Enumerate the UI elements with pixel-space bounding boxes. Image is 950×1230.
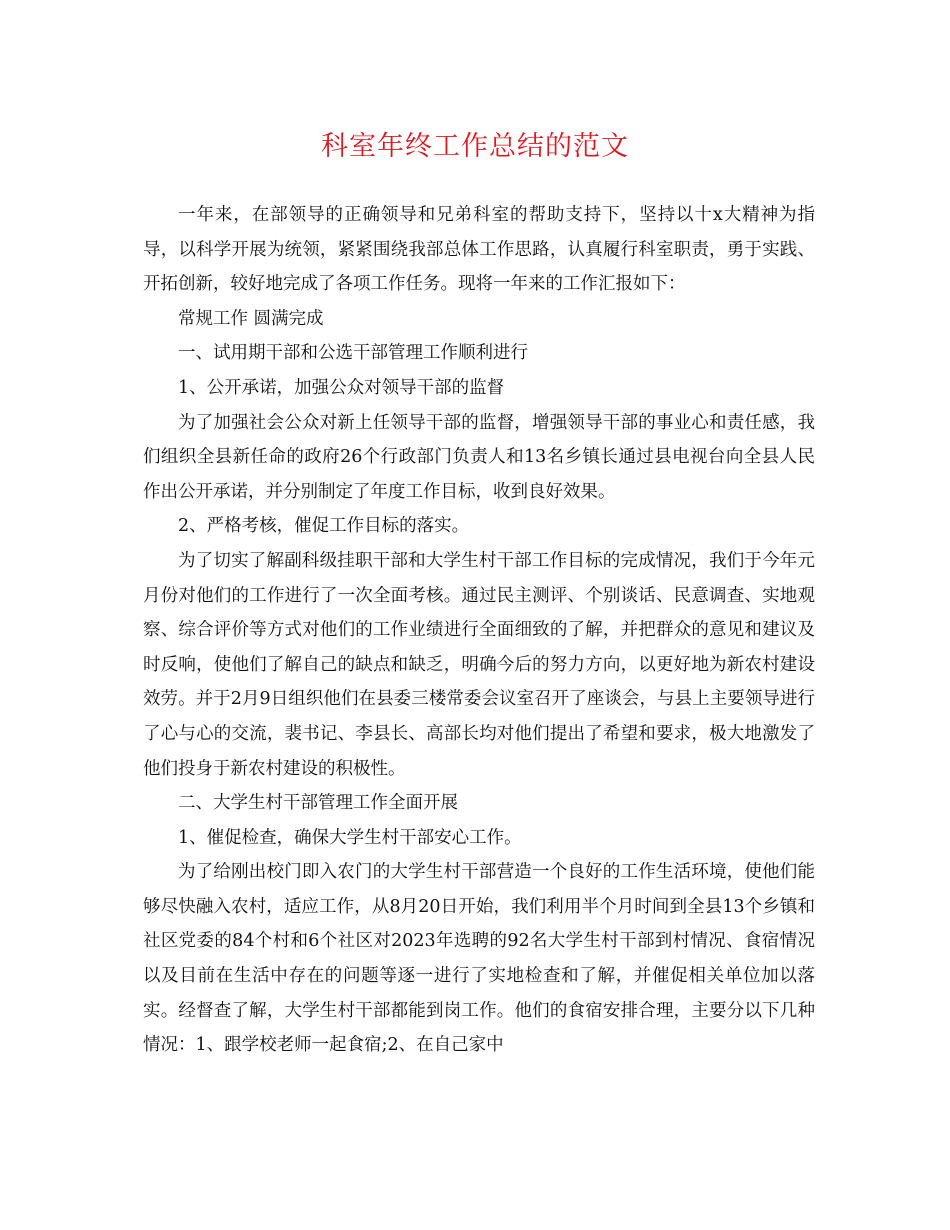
paragraph-2-1: 为了给刚出校门即入农门的大学生村干部营造一个良好的工作生活环境，使他们能够尽快融入农村，适应工作，从8月20日开始，我们利用半个月时间到全县13个乡镇和社区党委的84个村和6个社区对2023年选聘的92名大学生村干部到村情况、食宿情况以及目前在生活中存在的问题等逐一进行了实地检查和了解，并催促相关单位加以落实。经督查了解，大学生村干部都能到岗工作。他们的食宿安排合理，主要分以下几种情况：1、跟学校老师一起食宿;2、在自己家中 xyxy=(143,862,815,1056)
heading-routine-work: 常规工作 圆满完成 xyxy=(178,308,324,329)
heading-section-2: 二、大学生村干部管理工作全面开展 xyxy=(178,793,458,814)
paragraph-intro: 一年来，在部领导的正确领导和兄弟科室的帮助支持下，坚持以十x大精神为指导，以科学开展为统领，紧紧围绕我部总体工作思路，认真履行科室职责，勇于实践、开拓创新，较好地完成了各项工作任务。现将一年来的工作汇报如下： xyxy=(143,205,815,295)
paragraph-1-1: 为了加强社会公众对新上任领导干部的监督，增强领导干部的事业心和责任感，我们组织全县新任命的政府26个行政部门负责人和13名乡镇长通过县电视台向全县人民作出公开承诺，并分别制定了年度工作目标，收到良好效果。 xyxy=(143,412,815,502)
heading-section-1: 一、试用期干部和公选干部管理工作顺利进行 xyxy=(178,343,528,364)
paragraph-1-2: 为了切实了解副科级挂职干部和大学生村干部工作目标的完成情况，我们于今年元月份对他们的工作进行了一次全面考核。通过民主测评、个别谈话、民意调查、实地观察、综合评价等方式对他们的工作业绩进行全面细致的了解，并把群众的意见和建议及时反响，使他们了解自己的缺点和缺乏，明确今后的努力方向，以更好地为新农村建设效劳。并于2月9日组织他们在县委三楼常委会议室召开了座谈会，与县上主要领导进行了心与心的交流，裴书记、李县长、高部长均对他们提出了希望和要求，极大地激发了他们投身于新农村建设的积极性。 xyxy=(143,550,815,779)
document-body xyxy=(143,198,815,1063)
heading-subsection-1-1: 1、公开承诺，加强公众对领导干部的监督 xyxy=(178,377,505,398)
heading-subsection-1-2: 2、严格考核，催促工作目标的落实。 xyxy=(178,516,470,537)
heading-subsection-2-1: 1、催促检查，确保大学生村干部安心工作。 xyxy=(178,827,522,848)
document-title: 科室年终工作总结的范文 xyxy=(321,131,629,162)
